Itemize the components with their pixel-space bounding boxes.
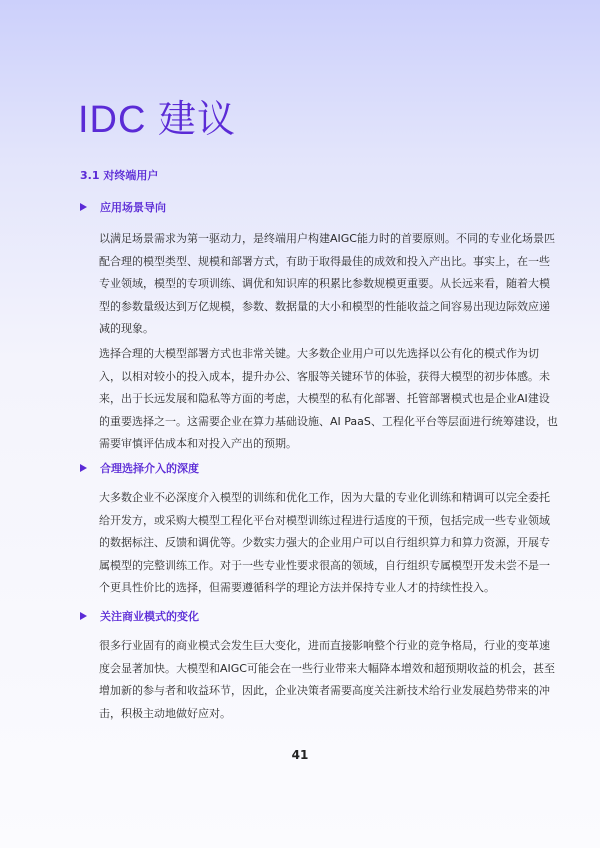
subsection-label: 合理选择介入的深度 [100,462,199,475]
page-title: IDC 建议 [78,99,237,141]
subsection-heading-2 [80,460,199,476]
text-line: 需要审慎评估成本和对投入产出的预期。 [99,437,297,451]
page-number: 41 [291,748,309,762]
subsection-label: 关注商业模式的变化 [100,610,199,623]
paragraph [99,487,550,600]
text-line: 属模型的完整训练工作。对于一些专业性要求很高的领域，自行组织专属模型开发未尝不是一 [99,558,550,572]
text-line: 型的参数量级达到万亿规模，参数、数据量的大小和模型的性能收益之间容易出现边际效应递 [99,299,550,313]
subsection-label: 应用场景导向 [100,201,166,214]
text-line: 以满足场景需求为第一驱动力，是终端用户构建AIGC能力时的首要原则。不同的专业化场景匹 [99,232,555,245]
text-line: 减的现象。 [99,322,154,336]
paragraph [99,635,555,725]
triangle-bullet-icon [80,464,87,472]
text-line: 击，积极主动地做好应对。 [99,706,231,720]
text-line: 给开发方，或采购大模型工程化平台对模型训练过程进行适度的干预，包括完成一些专业领域 [99,513,550,527]
text-line: 度会显著加快。大模型和AIGC可能会在一些行业带来大幅降本增效和超预期收益的机会，甚至 [99,661,555,675]
triangle-bullet-icon [80,203,87,211]
text-line: 选择合理的大模型部署方式也非常关键。大多数企业用户可以先选择以公有化的模式作为切 [99,347,539,360]
text-line: 专业领域，模型的专项训练、调优和知识库的积累比参数规模更重要。从长远来看，随着大模 [99,277,550,291]
text-line: 个更具性价比的选择，但需要遵循科学的理论方法并保持专业人才的持续性投入。 [99,581,495,595]
text-line: 大多数企业不必深度介入模型的训练和优化工作，因为大量的专业化训练和精调可以完全委托 [99,491,550,504]
paragraph [99,343,558,456]
text-line: 增加新的参与者和收益环节，因此，企业决策者需要高度关注新技术给行业发展趋势带来的冲 [99,684,550,698]
paragraph [99,228,555,341]
text-line: 的重要选择之一。这需要企业在算力基础设施、AI PaaS、工程化平台等层面进行统筹建设，也 [99,414,558,428]
text-line: 配合理的模型类型、规模和部署方式，有助于取得最佳的成效和投入产出比。事实上，在一些 [99,254,550,268]
text-line: 入，以相对较小的投入成本，提升办公、客服等关键环节的体验，获得大模型的初步体感。未 [99,369,550,383]
text-line: 来，出于长远发展和隐私等方面的考虑，大模型的私有化部署、托管部署模式也是企业AI建设 [99,392,550,406]
triangle-bullet-icon [80,612,87,620]
subsection-heading-3 [80,608,199,624]
section-title: 3.1 对终端用户 [80,169,159,182]
text-line: 很多行业固有的商业模式会发生巨大变化，进而直接影响整个行业的竞争格局，行业的变革速 [99,639,550,652]
subsection-heading-1 [80,199,166,215]
text-line: 的数据标注、反馈和调优等。少数实力强大的企业用户可以自行组织算力和算力资源，开展专 [99,536,550,550]
